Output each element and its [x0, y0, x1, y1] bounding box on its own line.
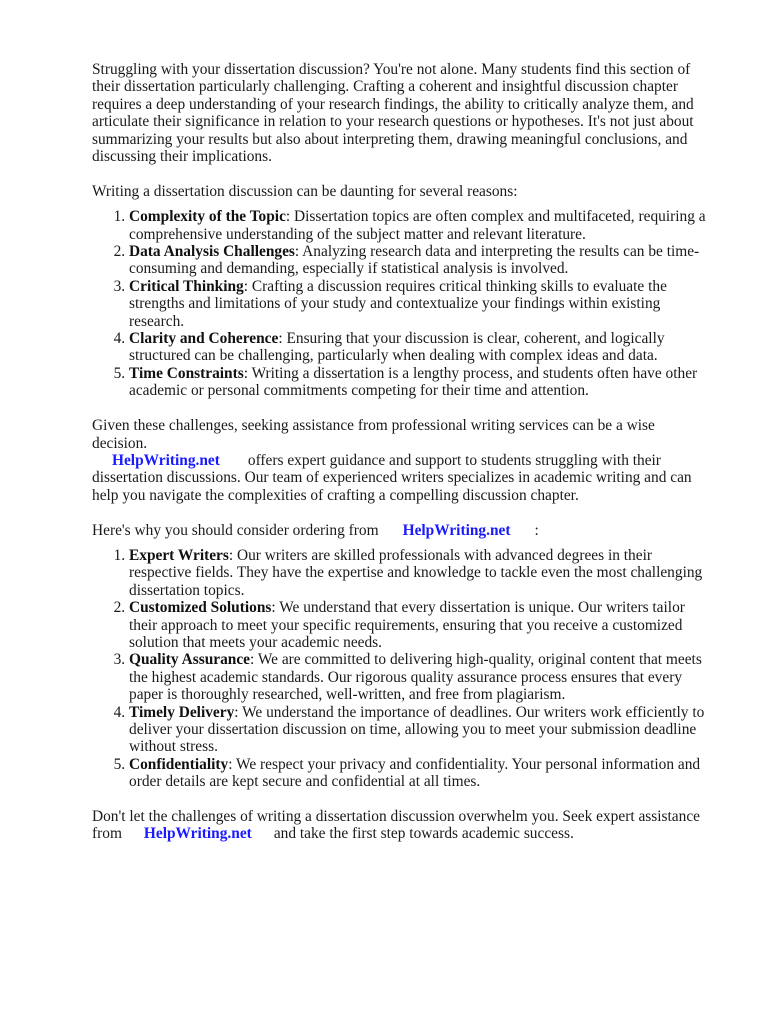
list-item — [129, 547, 710, 599]
closing-text-after: and take the first step towards academic success. — [273, 825, 574, 843]
list-item — [129, 651, 710, 703]
list-item-title: Customized Solutions — [129, 599, 272, 617]
list-item-text: : Dissertation topics are often complex and multifaceted, requiring a comprehensive understanding of the subject matter and relevant literature. — [129, 208, 706, 243]
list-item-title: Data Analysis Challenges — [129, 243, 295, 261]
list-item-text: : Writing a dissertation is a lengthy process, and students often have other academic or personal commitments competing for their time and attention. — [129, 364, 698, 400]
list-item — [129, 365, 710, 400]
list-item-text: : Our writers are skilled professionals with advanced degrees in their respective fields. They have the expertise and knowledge to tackle even the most challenging dissertation topics. — [129, 546, 703, 599]
why-text-after: : — [534, 521, 539, 539]
why-text-before: Here's why you should consider ordering from — [92, 521, 379, 539]
given-paragraph — [92, 417, 710, 504]
list-item — [129, 599, 710, 651]
list-item-title: Clarity and Coherence — [129, 330, 279, 348]
helpwriting-link[interactable]: HelpWriting.net — [402, 521, 511, 539]
list-item-text: : We are committed to delivering high-quality, original content that meets the highest academic standards. Our rigorous quality assurance process ensures that every paper is thoroughly researched, well-written, and free from plagiarism. — [129, 651, 702, 704]
given-text-after: offers expert guidance and support to students struggling with their dissertation discussions. Our team of experienced writers specializes in academic writing and can help you navigate the complexities of crafting a compelling discussion chapter. — [92, 451, 692, 504]
list-item-title: Expert Writers — [129, 546, 229, 564]
list-item — [129, 278, 710, 330]
helpwriting-link[interactable]: HelpWriting.net — [112, 451, 220, 469]
helpwriting-link[interactable]: HelpWriting.net — [143, 825, 252, 843]
list-item-title: Complexity of the Topic — [129, 208, 286, 226]
closing-text-before: Don't let the challenges of writing a dissertation discussion overwhelm you. Seek expert assistance from — [92, 808, 700, 843]
why-paragraph — [92, 522, 710, 539]
reasons-intro: Writing a dissertation discussion can be daunting for several reasons: — [92, 182, 518, 200]
given-text-before: Given these challenges, seeking assistance from professional writing services can be a wise decision. — [92, 417, 655, 452]
list-item — [129, 208, 710, 243]
list-item — [129, 243, 710, 278]
list-item-text: : We understand the importance of deadlines. Our writers work efficiently to deliver your dissertation discussion on time, allowing you to meet your submission deadline without stress. — [129, 703, 705, 756]
list-item-text: : Analyzing research data and interpreting the results can be time-consuming and demanding, especially if statistical analysis is involved. — [129, 243, 700, 278]
list-item-text: : Ensuring that your discussion is clear, coherent, and logically structured can be challenging, particularly when dealing with complex ideas and data. — [129, 330, 665, 365]
benefits-list — [92, 547, 710, 791]
list-item-title: Timely Delivery — [129, 703, 235, 721]
list-item-text: : We respect your privacy and confidentiality. Your personal information and order details are kept secure and confidential at all times. — [129, 755, 701, 791]
list-item-text: : We understand that every dissertation is unique. Our writers tailor their approach to meet your specific requirements, ensuring that you receive a customized solution that meets your academic needs. — [129, 599, 685, 651]
list-item-title: Quality Assurance — [129, 651, 250, 669]
list-item-text: : Crafting a discussion requires critical thinking skills to evaluate the strengths and limitations of your study and contextualize your findings within existing research. — [129, 277, 667, 330]
closing-paragraph — [92, 808, 710, 843]
reasons-list — [92, 208, 710, 399]
list-item-title: Critical Thinking — [129, 277, 244, 295]
intro-paragraph: Struggling with your dissertation discussion? You're not alone. Many students find this section of their dissertation particularly challenging. Crafting a coherent and insightful discussion chapter requires a deep understanding of your research findings, the ability to critically analyze them, and articulate their significance in relation to your research questions or hypotheses. It's not just about summarizing your results but also about interpreting them, drawing meaningful conclusions, and discussing their implications. — [92, 61, 694, 166]
list-item — [129, 704, 710, 756]
list-item-title: Confidentiality — [129, 755, 229, 773]
list-item-title: Time Constraints — [129, 364, 244, 382]
list-item — [129, 756, 710, 791]
list-item — [129, 330, 710, 365]
